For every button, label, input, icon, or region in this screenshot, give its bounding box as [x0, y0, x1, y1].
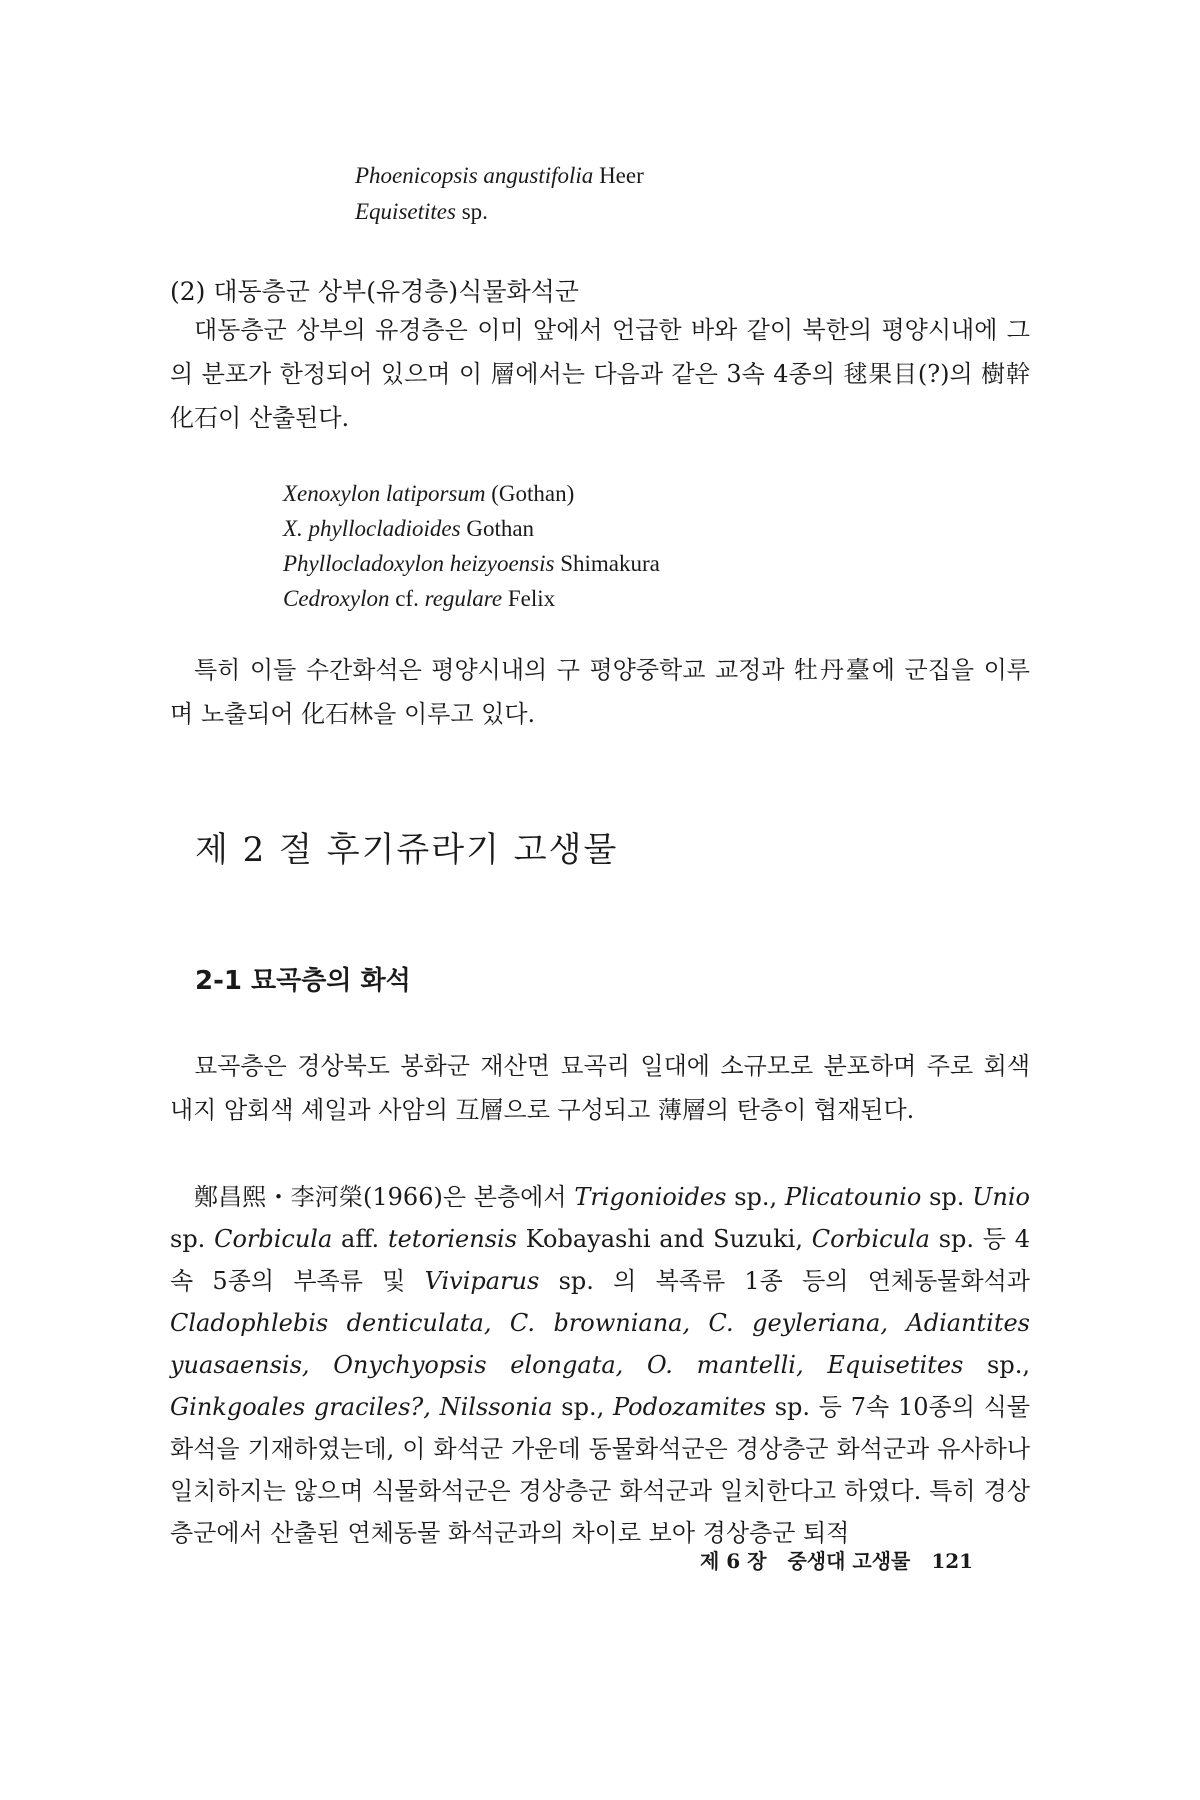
- footer-title: 중생대 고생물: [787, 1549, 911, 1573]
- species-line: Xenoxylon latiporsum (Gothan): [283, 481, 575, 506]
- paragraph-1: [170, 308, 1030, 440]
- paragraph-4-text: 鄭昌熙・李河榮(1966)은 본층에서 Trigonioides sp., Plicatounio sp. Unio sp. Corbicula aff. tetoriensis Kobayashi and Suzuki, Corbicula sp. 등 4속 5종의 부족류 및 Viviparus sp. 의 복족류 1종 등의 연체동물화석과 Cladophlebis denticulata, C. browniana, C. geyleriana, Adiantites yuasaensis, Onychyopsis elongata, O. mantelli, Equisetites sp., Ginkgoales graciles?, Nilssonia sp., Podozamites sp. 등 7속 10종의 식물화석을 기재하였는데, 이 화석군 가운데 동물화석군은 경상층군 화석군과 유사하나 일치하지는 않으며 식물화석군은 경상층군 화석군과 일치한다고 하였다. 특히 경상층군에서 산출된 연체동물 화석군과의 차이로 보아 경상층군 퇴적: [170, 1183, 1031, 1547]
- species-list: [283, 476, 660, 616]
- page-footer: [700, 1545, 987, 1574]
- page-number: 121: [931, 1549, 974, 1573]
- paragraph-1-text: 대동층군 상부의 유경층은 이미 앞에서 언급한 바와 같이 북한의 평양시내에 그의 분포가 한정되어 있으며 이 層에서는 다음과 같은 3속 4종의 毬果目(?)의 樹幹化石이 산출된다.: [170, 316, 1030, 432]
- subsection-heading: (2) 대동층군 상부(유경층)식물화석군: [170, 277, 579, 306]
- section-title: 제 2 절 후기쥬라기 고생물: [195, 830, 619, 870]
- paragraph-3: [170, 1044, 1030, 1132]
- top-species-list: [355, 158, 644, 230]
- paragraph-4: [170, 1176, 1030, 1554]
- paragraph-2: [170, 648, 1030, 736]
- species-line: Cedroxylon cf. regulare Felix: [283, 586, 556, 611]
- paragraph-2-text: 특히 이들 수간화석은 평양시내의 구 평양중학교 교정과 牡丹臺에 군집을 이루며 노출되어 化石林을 이루고 있다.: [170, 656, 1030, 728]
- paragraph-3-text: 묘곡층은 경상북도 봉화군 재산면 묘곡리 일대에 소규모로 분포하며 주로 회색 내지 암회색 셰일과 사암의 互層으로 구성되고 薄層의 탄층이 협재된다.: [170, 1052, 1030, 1124]
- species-line: Phyllocladoxylon heizyoensis Shimakura: [283, 551, 660, 576]
- species-line: Equisetites sp.: [355, 199, 488, 224]
- species-line: X. phyllocladioides Gothan: [283, 516, 535, 541]
- species-line: Phoenicopsis angustifolia Heer: [355, 163, 644, 188]
- subsection-title: 2-1 묘곡층의 화석: [195, 966, 411, 996]
- footer-chapter: 제 6 장: [700, 1549, 767, 1573]
